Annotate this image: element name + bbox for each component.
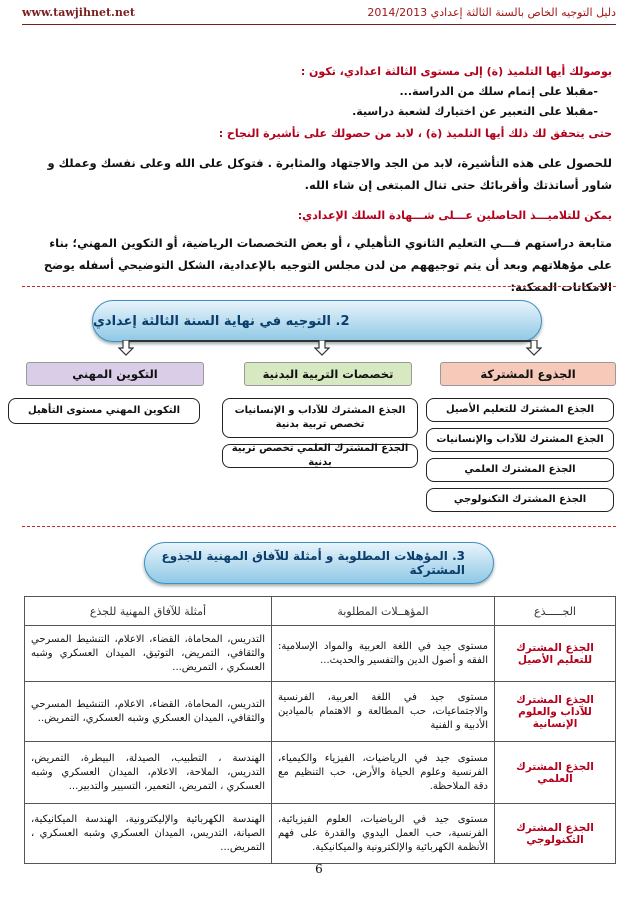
connector-line [126, 340, 534, 342]
column-header: الجـــــذع [495, 597, 616, 626]
intro-line-2: حتى يتحقق لك ذلك أيها التلميذ (ة) ، لابد من حصولك على تأشيرة النجاح : [218, 127, 612, 140]
core-name: الجذع المشترك للتعليم الأصيل [495, 626, 616, 682]
required-qualifications: مستوى جيد في الرياضيات، الفيزياء والكيمياء، الفرنسية وعلوم الحياة والأرض، حب التنظيم مع دقة الملاحظة. [272, 742, 495, 804]
career-outlooks: التدريس، المحاماة، القضاء، الاعلام، التنشيط المسرحي والثقافي، التمريض، التوثيق، الميدان العسكري وشبه العسكري ، التمريض... [25, 626, 272, 682]
category-physical-education: تخصصات التربية البدنية [244, 362, 412, 386]
required-qualifications: مستوى جيد في اللغة العربية، الفرنسية والاجتماعيات، حب المطالعة و الاهتمام بالميادين الأدبية و الفنية [272, 682, 495, 742]
career-outlooks: التدريس، المحاماة، القضاء، الاعلام، التنشيط المسرحي والثقافي، الميدان العسكري وشبه العسكري، التمريض.. [25, 682, 272, 742]
section-3-title: 3. المؤهلات المطلوبة و أمثلة للآفاق المهنية للجذوع المشتركة [144, 542, 494, 584]
website-url[interactable]: www.tawjihnet.net [22, 6, 135, 19]
table-row [25, 626, 616, 682]
section-divider-1 [22, 286, 616, 287]
physical-education-item: الجذع المشترك العلمي تخصص تربية بدنية [222, 444, 418, 468]
intro-bullet-2: -مقبلا على التعبير عن اختيارك لشعبة دراسية. [352, 105, 598, 118]
common-core-item: الجذع المشترك للآداب والإنسانيات [426, 428, 614, 452]
intro-paragraph-1: للحصول على هذه التأشيرة، لابد من الجد والاجتهاد والمثابرة . فتوكل على الله وعلى نفسك وعملك و شاور أساتذتك وأقربائك حتى تنال المبتغى إن شاء الله. [47, 156, 612, 192]
intro-bullet-1: -مقبلا على إتمام سلك من الدراسة... [399, 85, 598, 98]
section-2-title: 2. التوجيه في نهاية السنة الثالثة إعدادي [92, 300, 542, 342]
career-outlooks: الهندسة ، التطبيب، الصيدلة، البيطرة، التمريض، التدريس، الملاحة، الاعلام، الميدان العسكري وشبه العسكري ، التمريض، التعمير، التسيير والتدبير... [25, 742, 272, 804]
physical-education-item: الجذع المشترك للآداب و الإنسانيات تخصص تربية بدنية [222, 398, 418, 438]
table-row [25, 742, 616, 804]
category-common-cores: الجذوع المشتركة [440, 362, 616, 386]
page-header [22, 6, 616, 24]
arrow-down-icon [314, 340, 330, 356]
column-header: أمثلة للآفاق المهنية للجذع [25, 597, 272, 626]
section-divider-2 [22, 526, 616, 527]
table-header-row [25, 597, 616, 626]
category-vocational-training: التكوين المهني [26, 362, 204, 386]
arrow-down-icon [118, 340, 134, 356]
core-name: الجذع المشترك التكنولوجي [495, 804, 616, 864]
intro-line-1: بوصولك أيها التلميذ (ة) إلى مستوى الثالثة اعدادي، تكون : [300, 65, 612, 78]
core-name: الجذع المشترك للآداب والعلوم الإنسانية [495, 682, 616, 742]
career-outlooks: الهندسة الكهربائية والإليكترونية، الهندسة الميكانيكية، الصيانة، التدريس، الميدان العسكري وشبه العسكري ، التمريض... [25, 804, 272, 864]
intro-line-3: يمكن للتلاميـــذ الحاصلين عـــلى شـــهادة السلك الإعدادي: [297, 209, 612, 222]
common-core-item: الجذع المشترك العلمي [426, 458, 614, 482]
qualifications-table [24, 596, 616, 864]
page-number: 6 [315, 862, 323, 876]
common-core-item: الجذع المشترك التكنولوجي [426, 488, 614, 512]
common-core-item: الجذع المشترك للتعليم الأصيل [426, 398, 614, 422]
table-row [25, 804, 616, 864]
arrow-down-icon [526, 340, 542, 356]
vocational-item: التكوين المهني مستوى التأهيل [8, 398, 200, 424]
required-qualifications: مستوى جيد في اللغة العربية والمواد الإسلامية: الفقه و أصول الدين والتفسير والحديث... [272, 626, 495, 682]
header-divider [22, 24, 616, 25]
table-row [25, 682, 616, 742]
guide-title: دليل التوجيه الخاص بالسنة الثالثة إعدادي 2014/2013 [367, 6, 616, 19]
column-header: المؤهــلات المطلوبة [272, 597, 495, 626]
core-name: الجذع المشترك العلمي [495, 742, 616, 804]
required-qualifications: مستوى جيد في الرياضيات، العلوم الفيزيائية، الفرنسية، حب العمل اليدوي والقدرة على فهم الأنظمة الكهربائية والإلكترونية والميكانيكية. [272, 804, 495, 864]
intro-paragraph-2: متابعة دراستهم فـــي التعليم الثانوي التأهيلي ، أو بعض التخصصات الرياضية، أو التكوين المهني؛ بناء على مؤهلاتهم وبعد أن يتم توجيههم من لدن مجلس التوجيه بالإعدادية، الشكل التوضيحي أسفله يوضح الامكانات الممكنة: [43, 236, 612, 294]
